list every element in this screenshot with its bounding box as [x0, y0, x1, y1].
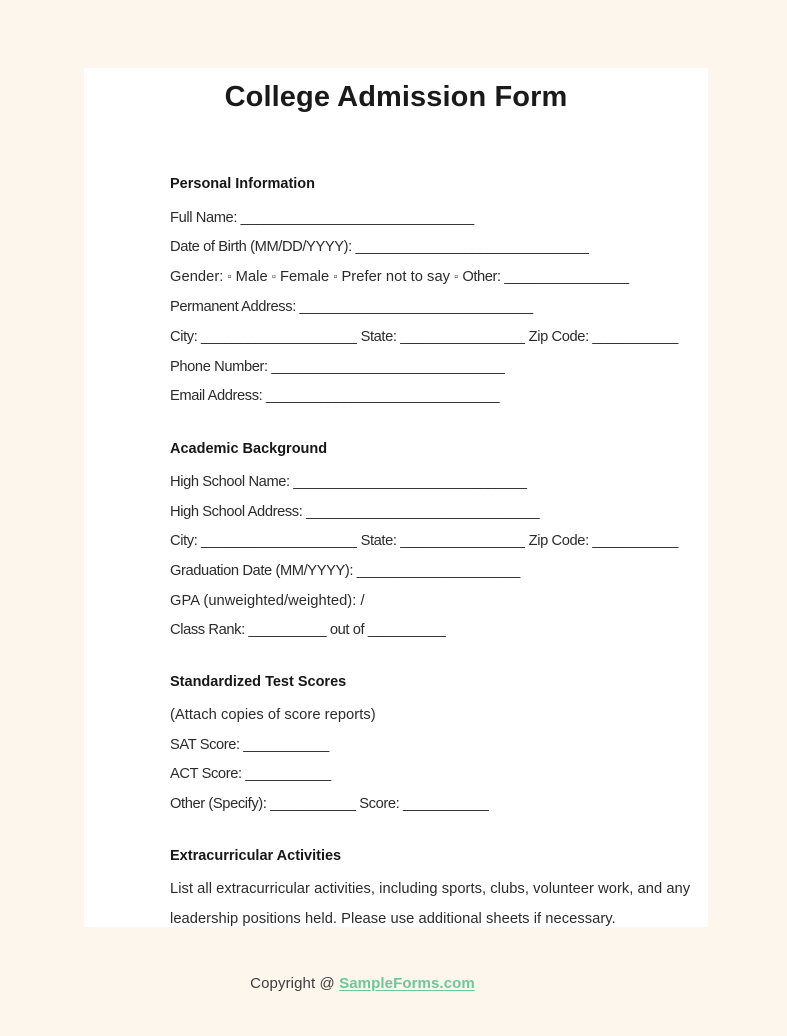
- field-city-state-zip-personal[interactable]: [170, 323, 770, 353]
- checkbox-female[interactable]: [268, 269, 330, 285]
- checkbox-male-label: Male: [235, 268, 268, 285]
- field-city-state-zip-academic[interactable]: [170, 527, 770, 557]
- field-sat-score[interactable]: SAT Score: ___________: [170, 736, 329, 753]
- field-high-school-address[interactable]: High School Address: ______________________________: [170, 503, 540, 520]
- spacer: [170, 194, 770, 204]
- copyright-text: Copyright @: [250, 975, 340, 992]
- test-scores-note: (Attach copies of score reports): [170, 707, 376, 724]
- checkbox-prefer-not-to-say[interactable]: [329, 269, 450, 285]
- sampleforms-link[interactable]: SampleForms.com: [339, 975, 475, 992]
- gender-label: Gender:: [170, 268, 224, 285]
- field-permanent-address[interactable]: Permanent Address: ______________________________: [170, 299, 533, 316]
- section-heading-extracurricular-activities: Extracurricular Activities: [170, 847, 342, 864]
- checkbox-icon: ▫: [333, 270, 338, 283]
- checkbox-male[interactable]: [223, 269, 267, 285]
- checkbox-other-label: Other: ________________: [462, 268, 629, 285]
- field-email-address[interactable]: Email Address: ______________________________: [170, 388, 500, 405]
- field-phone-number[interactable]: Phone Number: ______________________________: [170, 358, 505, 375]
- form-card: [84, 68, 708, 927]
- section-standardized-test-scores: [169, 674, 787, 820]
- field-other-test-score[interactable]: Other (Specify): ___________ Score: ___________: [170, 795, 489, 812]
- checkbox-other[interactable]: [450, 269, 629, 285]
- page-title: College Admission Form: [224, 81, 568, 113]
- spacer: [84, 820, 708, 848]
- field-zip-code[interactable]: Zip Code: ___________: [528, 329, 678, 346]
- field-zip-code[interactable]: Zip Code: ___________: [528, 533, 678, 550]
- spacer: [170, 691, 770, 701]
- field-state[interactable]: State: ________________: [360, 533, 525, 550]
- section-academic-background: [169, 441, 787, 646]
- field-full-name[interactable]: Full Name: ______________________________: [170, 209, 474, 226]
- section-extracurricular-activities: [169, 848, 787, 935]
- checkbox-icon: ▫: [454, 270, 459, 283]
- field-state[interactable]: State: ________________: [360, 329, 525, 346]
- checkbox-female-label: Female: [279, 268, 330, 285]
- field-date-of-birth[interactable]: Date of Birth (MM/DD/YYYY): ______________________________: [170, 239, 589, 256]
- field-city[interactable]: City: ____________________: [170, 329, 357, 346]
- field-gpa[interactable]: GPA (unweighted/weighted): /: [170, 592, 365, 609]
- checkbox-icon: ▫: [227, 270, 232, 283]
- footer: [0, 975, 787, 992]
- section-heading-academic-background: Academic Background: [170, 440, 328, 457]
- section-heading-personal-information: Personal Information: [170, 176, 316, 193]
- form-body: [84, 176, 708, 934]
- section-heading-standardized-test-scores: Standardized Test Scores: [170, 673, 347, 690]
- checkbox-icon: ▫: [271, 270, 276, 283]
- spacer: [170, 865, 770, 875]
- field-class-rank[interactable]: Class Rank: __________ out of __________: [170, 622, 446, 639]
- spacer: [84, 646, 708, 674]
- field-act-score[interactable]: ACT Score: ___________: [170, 766, 331, 783]
- spacer: [170, 458, 770, 468]
- extracurricular-description: List all extracurricular activities, including sports, clubs, volunteer work, and any leadership positions held. Please use additional sheets if necessary.: [170, 880, 691, 927]
- spacer: [84, 412, 708, 441]
- field-graduation-date[interactable]: Graduation Date (MM/YYYY): _____________________: [170, 562, 520, 579]
- field-high-school-name[interactable]: High School Name: ______________________________: [170, 474, 527, 491]
- field-city[interactable]: City: ____________________: [170, 533, 357, 550]
- section-personal-information: [169, 176, 787, 412]
- field-gender[interactable]: [170, 263, 770, 294]
- checkbox-prefer-label: Prefer not to say: [341, 268, 451, 285]
